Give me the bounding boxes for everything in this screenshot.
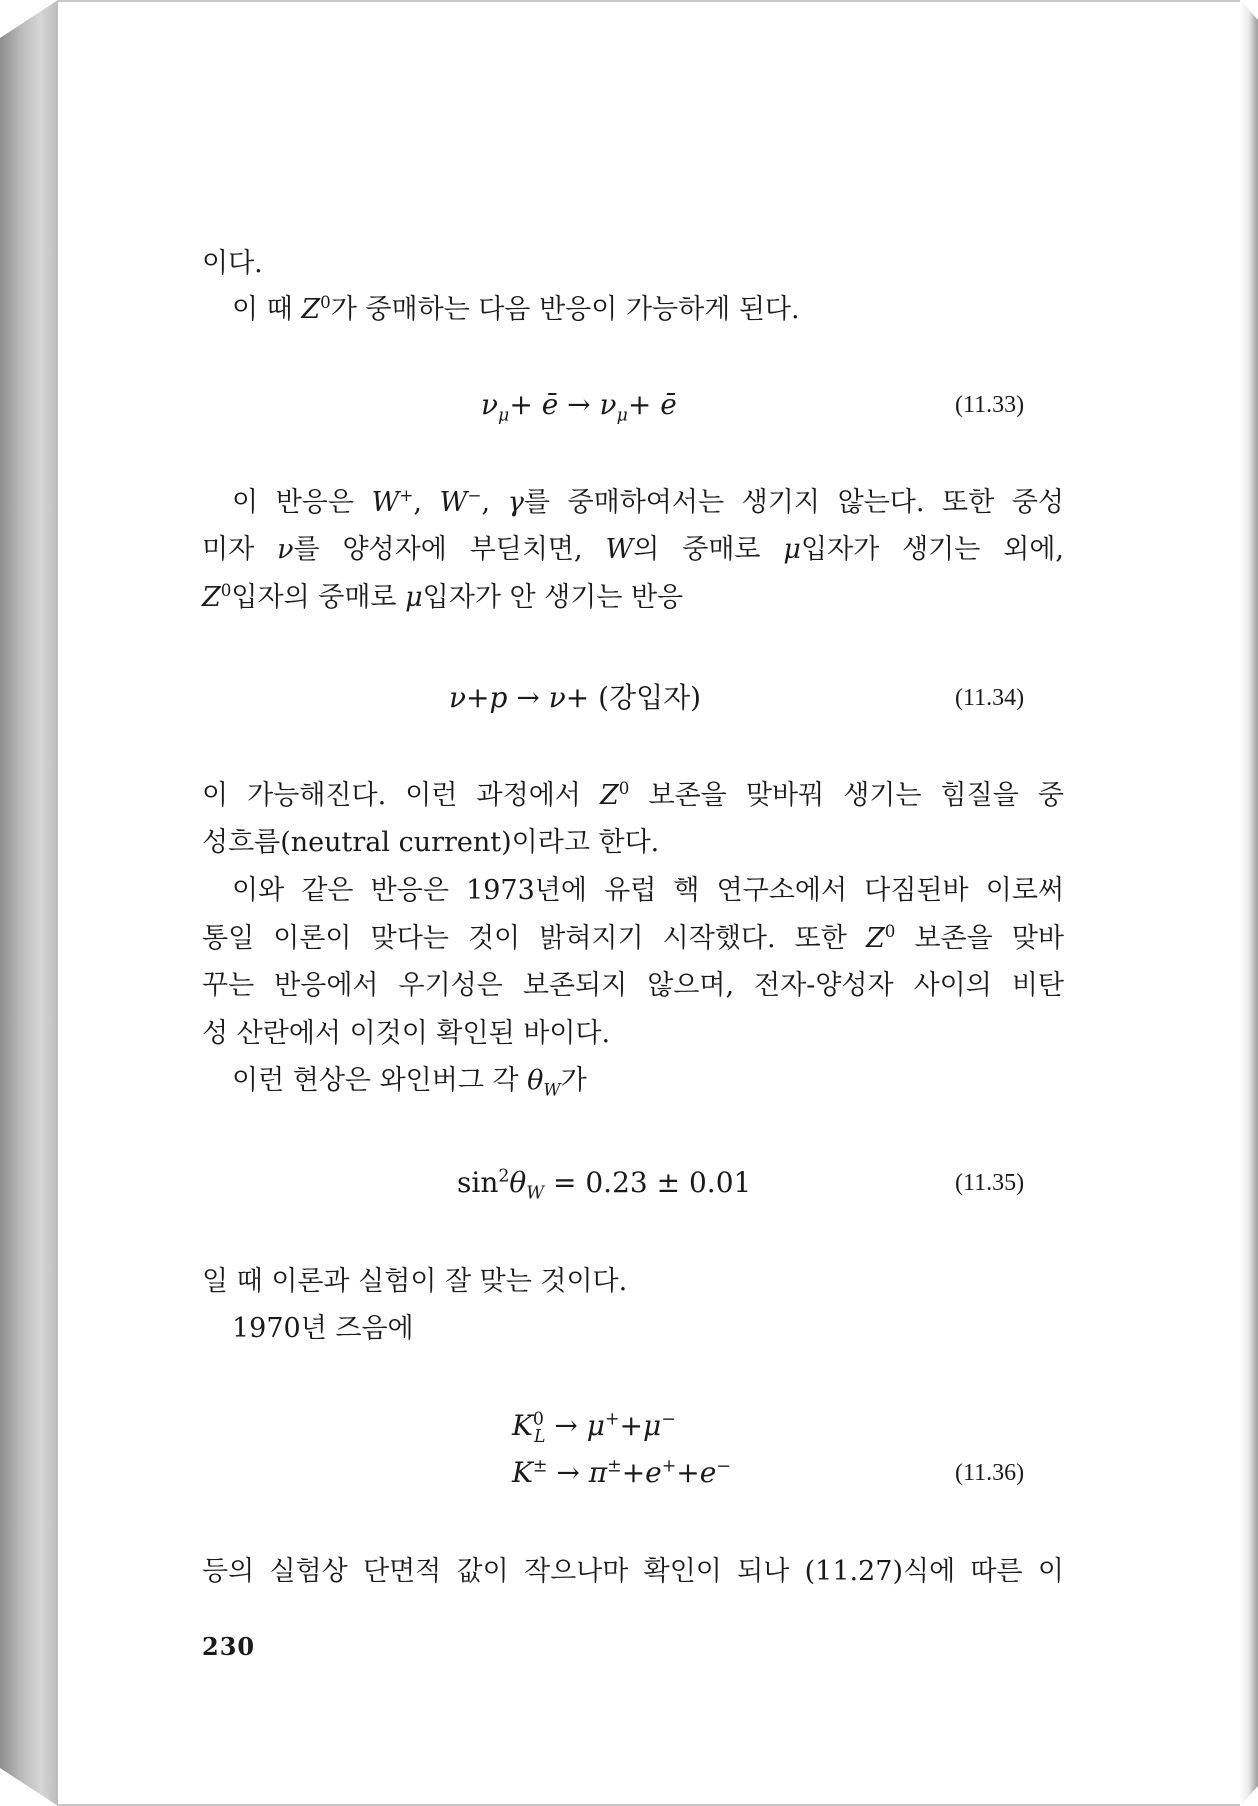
text-line-15: 등의 실험상 단면적 값이 작으나마 확인이 되나 (11.27)식에 따른 이	[202, 1556, 1064, 1587]
text-line-9: 통일 이론이 맞다는 것이 밝혀지기 시작했다. 또한 $Z^0$ 보존을 맞바	[202, 921, 1064, 954]
text-line-2: 이 때 $Z^0$가 중매하는 다음 반응이 가능하게 된다.	[232, 292, 800, 325]
equation-11-36-line-2: K± → π±+e++e−	[512, 1456, 731, 1489]
text-line-4: 미자 ν를 양성자에 부딛치면, W의 중매로 μ입자가 생기는 외에,	[202, 534, 1064, 565]
equation-11-36-line-1: $K^0_L \to \mu^++\mu^-$	[512, 1409, 676, 1447]
text-line-12: 이런 현상은 와인버그 각 $\theta_W$가	[232, 1065, 587, 1100]
text-line-5: $Z^0$입자의 중매로 μ입자가 안 생기는 반응	[202, 580, 684, 613]
text-line-8: 이와 같은 반응은 1973년에 유럽 핵 연구소에서 다짐된바 이로써	[232, 875, 1064, 906]
book-spine-edge	[0, 0, 58, 1806]
text-line-10: 꾸는 반응에서 우기성은 보존되지 않으며, 전자-양성자 사이의 비탄	[202, 970, 1064, 1001]
equation-number-11-35: (11.35)	[955, 1170, 1025, 1196]
book-right-edge	[1240, 0, 1258, 1806]
equation-11-33: $\nu_\mu+$ ē → $\nu_\mu+$ ē	[481, 388, 677, 426]
text-line-3: 이 반응은 W+, W−, γ를 중매하여서는 생기지 않는다. 또한 중성	[232, 485, 1065, 518]
text-line-13: 일 때 이론과 실험이 잘 맞는 것이다.	[202, 1266, 628, 1297]
text-line-11: 성 산란에서 이것이 확인된 바이다.	[202, 1018, 611, 1049]
page-number: 230	[202, 1632, 256, 1661]
equation-number-11-36: (11.36)	[955, 1460, 1025, 1486]
text-line-7: 성흐름(neutral current)이라고 한다.	[202, 827, 660, 858]
equation-11-34: ν+p → ν+ (강입자)	[449, 681, 702, 714]
equation-number-11-33: (11.33)	[955, 392, 1025, 418]
text-line-6: 이 가능해진다. 이런 과정에서 $Z^0$ 보존을 맞바꿔 생기는 힘질을 중	[202, 778, 1064, 811]
text-line-14: 1970년 즈음에	[232, 1313, 414, 1344]
equation-11-35: $\sin^2\theta_W = 0.23 \pm 0.01$	[457, 1166, 752, 1204]
text-line-1: 이다.	[202, 248, 263, 279]
equation-number-11-34: (11.34)	[955, 685, 1025, 711]
